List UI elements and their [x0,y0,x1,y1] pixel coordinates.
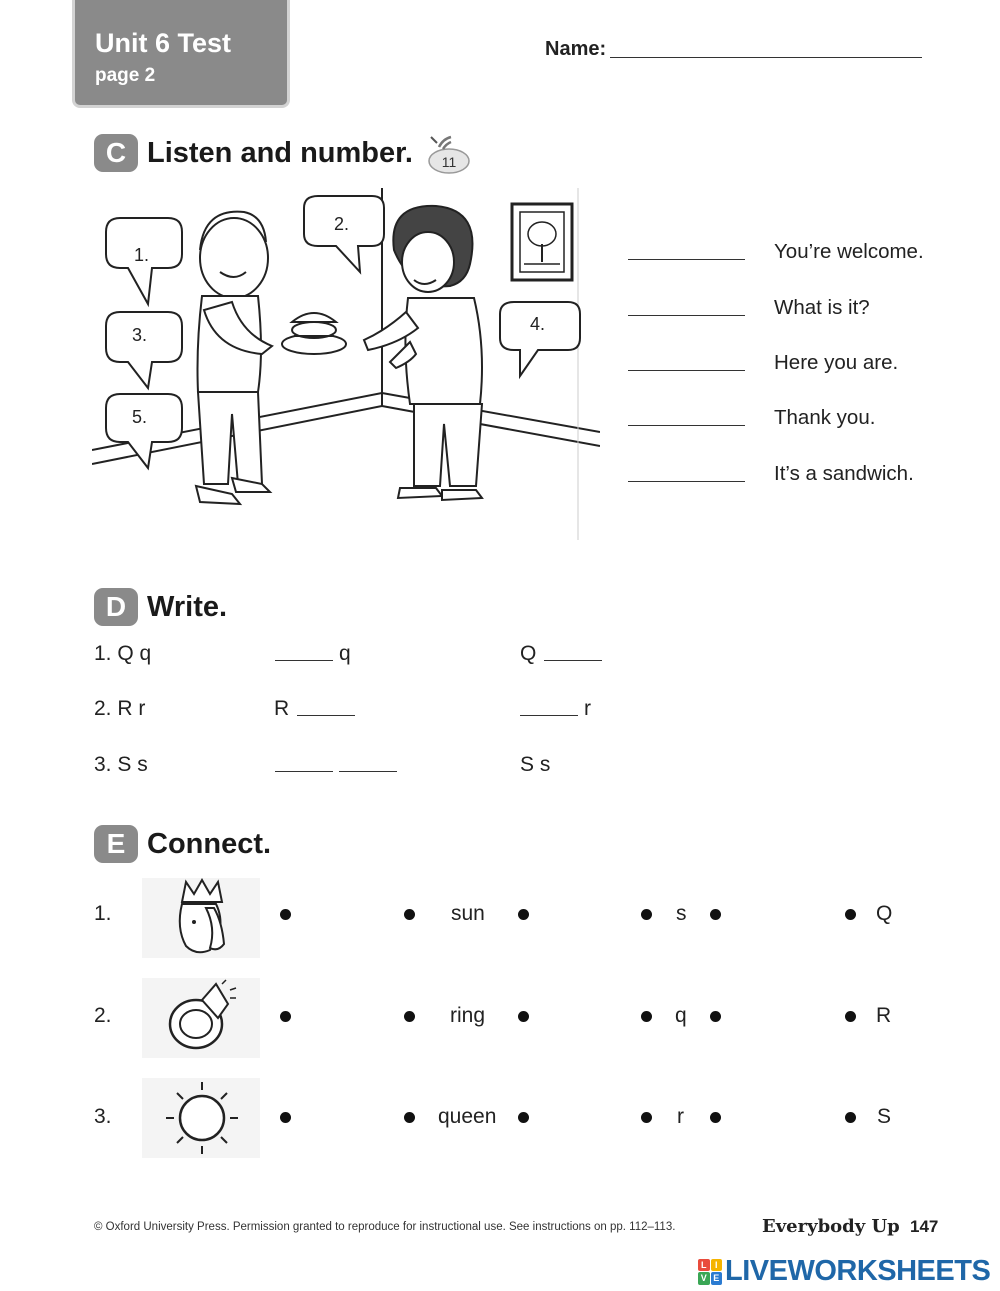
connect-row-2-word: ring [450,1004,486,1027]
liveworksheets-logo-icon [698,1259,722,1285]
speech-bubble-4 [500,302,580,376]
connect-row-3-small-letter: r [677,1105,684,1128]
write-row-3-blank-b[interactable] [339,771,397,772]
connect-row-2-small-letter: q [675,1004,687,1027]
phrase-2: What is it? [774,296,870,319]
sun-icon [142,1078,260,1158]
connect-row-1-dot-1[interactable] [280,909,291,920]
connect-row-3-capital-letter: S [877,1105,892,1128]
connect-row-1-dot-3[interactable] [518,909,529,920]
connect-row-3-dot-3[interactable] [518,1112,529,1123]
write-row-3-blank-a[interactable] [275,771,333,772]
write-row-1-suffix: q [339,642,351,665]
speech-bubble-3 [106,312,182,388]
bubble-label-1: 1. [134,245,150,265]
connect-row-3-dot-6[interactable] [845,1112,856,1123]
connect-row-1-word: sun [451,902,485,925]
write-row-2-label: 2. R r [94,697,146,720]
speech-bubble-5 [106,394,182,468]
dialogue-scene [92,188,600,540]
queen-icon [142,878,260,958]
connect-row-2-dot-1[interactable] [280,1011,291,1022]
section-e-title: Connect. [147,827,272,860]
connect-row-1-dot-4[interactable] [641,909,652,920]
phrase-1: You’re welcome. [774,240,924,263]
write-row-1-prefix: Q [520,642,537,665]
name-label: Name: [545,38,607,60]
wall-picture-icon [512,204,572,280]
answer-line-5[interactable] [628,481,745,482]
speech-bubble-2 [304,196,384,272]
write-row-1-label: 1. Q q [94,642,152,665]
name-field[interactable] [610,57,922,58]
connect-row-1-small-letter: s [676,902,687,925]
ring-icon [142,978,260,1058]
connect-row-3-word: queen [438,1105,497,1128]
section-e-heading [94,825,271,863]
logo-letter-e: E [711,1272,723,1285]
connect-row-2-dot-5[interactable] [710,1011,721,1022]
boy-figure [196,212,272,504]
logo-letter-l: L [698,1259,710,1272]
audio-track-number: 11 [441,154,457,170]
logo-letter-i: I [711,1259,723,1272]
write-row-2-suffix: r [584,697,591,720]
sandwich-icon [282,313,346,354]
connect-row-3-dot-4[interactable] [641,1112,652,1123]
connect-row-1-dot-6[interactable] [845,909,856,920]
phrase-4: Thank you. [774,406,876,429]
write-row-2-blank-a[interactable] [297,715,355,716]
answer-line-2[interactable] [628,315,745,316]
write-row-2-prefix: R [274,697,290,720]
liveworksheets-brand[interactable] [698,1255,990,1288]
write-row-1-blank-b[interactable] [544,660,602,661]
write-row-1-blank-a[interactable] [275,660,333,661]
speech-bubble-1 [106,218,182,304]
answer-line-1[interactable] [628,259,745,260]
connect-row-2-capital-letter: R [876,1004,892,1027]
liveworksheets-wordmark: LIVEWORKSHEETS [725,1255,991,1287]
book-title: Everybody Up [762,1216,900,1237]
connect-row-3-dot-5[interactable] [710,1112,721,1123]
connect-row-2-dot-6[interactable] [845,1011,856,1022]
write-row-2-blank-b[interactable] [520,715,578,716]
write-row-3-label: 3. S s [94,753,148,776]
connect-row-1-number: 1. [94,902,112,925]
bubble-label-2: 2. [334,214,350,234]
connect-row-2-dot-3[interactable] [518,1011,529,1022]
connect-row-3-dot-1[interactable] [280,1112,291,1123]
section-c-heading [94,131,473,175]
section-c-badge: C [94,134,138,172]
answer-line-3[interactable] [628,370,745,371]
unit-title: Unit 6 Test [95,28,232,58]
answer-line-4[interactable] [628,425,745,426]
unit-tab [72,0,290,108]
connect-row-3-dot-2[interactable] [404,1112,415,1123]
section-d-heading [94,588,227,626]
logo-letter-v: V [698,1272,710,1285]
bubble-label-5: 5. [132,407,148,427]
connect-row-1-dot-2[interactable] [404,909,415,920]
connect-row-2-number: 2. [94,1004,112,1027]
unit-subtitle: page 2 [95,65,156,86]
phrase-5: It’s a sandwich. [774,462,914,485]
phrase-3: Here you are. [774,351,899,374]
connect-row-2-dot-4[interactable] [641,1011,652,1022]
audio-track-icon[interactable] [425,131,473,175]
connect-row-2-dot-2[interactable] [404,1011,415,1022]
section-d-badge: D [94,588,138,626]
connect-row-1-dot-5[interactable] [710,909,721,920]
page-number: 147 [910,1217,939,1236]
connect-row-1-capital-letter: Q [876,902,893,925]
bubble-label-4: 4. [530,314,546,334]
section-c-title: Listen and number. [147,136,413,169]
copyright-notice: © Oxford University Press. Permission granted to reproduce for instructional use. See instructions on pp. 112–113. [94,1221,676,1233]
section-e-badge: E [94,825,138,863]
connect-row-3-number: 3. [94,1105,112,1128]
write-row-3-text: S s [520,753,551,776]
section-d-title: Write. [147,590,228,623]
bubble-label-3: 3. [132,325,148,345]
